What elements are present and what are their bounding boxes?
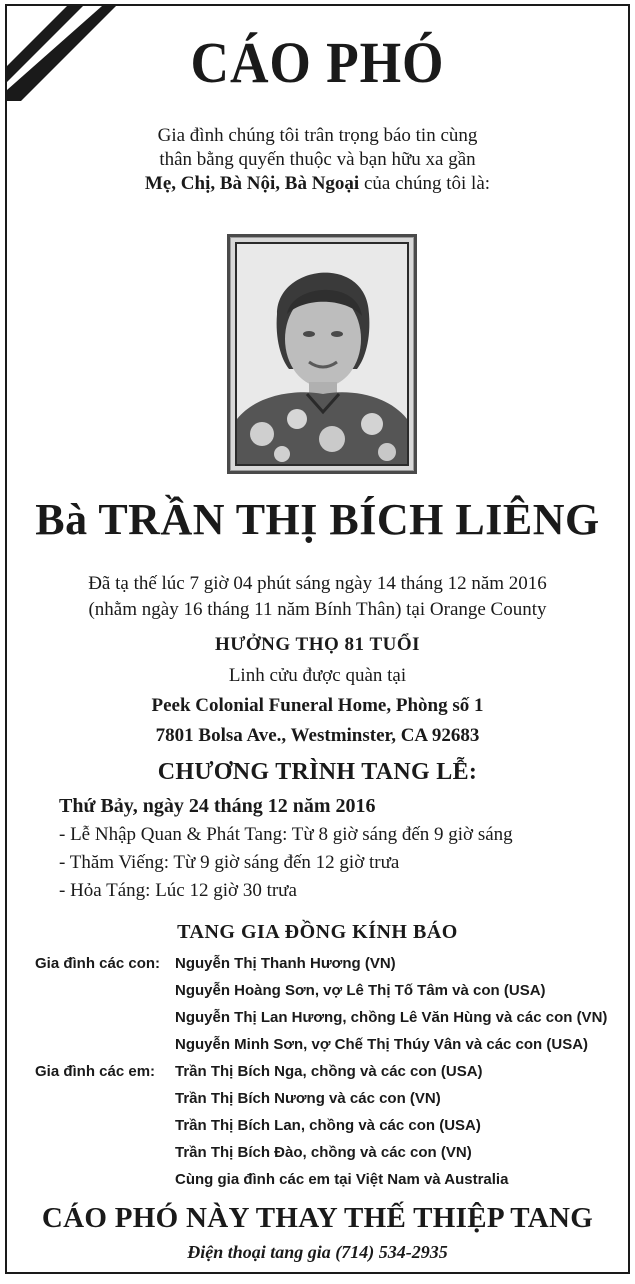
- list-item: [7, 1004, 628, 1031]
- program-date: Thứ Bảy, ngày 24 tháng 12 năm 2016: [59, 795, 376, 817]
- family-member: Trần Thị Bích Đào, chồng và các con (VN): [175, 1144, 472, 1161]
- list-item: - Thăm Viếng: Từ 9 giờ sáng đến 12 giờ trưa: [59, 852, 400, 873]
- program-list: [59, 821, 513, 905]
- list-item: [7, 1139, 628, 1166]
- list-item: [7, 1166, 628, 1193]
- portrait-photo: [235, 242, 409, 466]
- repose-details: [7, 661, 628, 751]
- family-member: Nguyễn Thị Lan Hương, chồng Lê Văn Hùng và các con (VN): [175, 1009, 608, 1026]
- family-member: Nguyễn Hoàng Sơn, vợ Lê Thị Tố Tâm và con (USA): [175, 982, 546, 999]
- family-member: Nguyễn Minh Sơn, vợ Chế Thị Thúy Vân và các con (USA): [175, 1036, 589, 1053]
- list-item: [7, 950, 628, 977]
- intro-line-3-rest: của chúng tôi là:: [359, 173, 491, 194]
- family-member: Trần Thị Bích Lan, chồng và các con (USA): [175, 1117, 481, 1134]
- family-title: TANG GIA ĐỒNG KÍNH BÁO: [177, 921, 458, 943]
- intro-text: [7, 124, 628, 196]
- portrait-frame: [227, 234, 417, 474]
- intro-line-1: Gia đình chúng tôi trân trọng báo tin cùng: [157, 125, 478, 146]
- family-member: Trần Thị Bích Nga, chồng và các con (USA): [175, 1063, 483, 1080]
- list-item: - Lễ Nhập Quan & Phát Tang: Từ 8 giờ sáng đến 9 giờ sáng: [59, 824, 513, 845]
- list-item: [7, 977, 628, 1004]
- passing-line-1: Đã tạ thế lúc 7 giờ 04 phút sáng ngày 14 tháng 12 năm 2016: [88, 573, 547, 594]
- list-item: [7, 1031, 628, 1058]
- footer-phone: Điện thoại tang gia (714) 534-2935: [187, 1242, 448, 1262]
- list-item: [7, 1112, 628, 1139]
- family-member: Nguyễn Thị Thanh Hương (VN): [175, 955, 396, 972]
- passing-line-2: (nhằm ngày 16 tháng 11 năm Bính Thân) tại Orange County: [88, 599, 547, 620]
- family-list: [7, 950, 628, 1193]
- list-item: [7, 1058, 628, 1085]
- intro-line-2: thân bằng quyến thuộc và bạn hữu xa gần: [159, 149, 476, 170]
- repose-address: 7801 Bolsa Ave., Westminster, CA 92683: [155, 725, 480, 746]
- family-member: Trần Thị Bích Nương và các con (VN): [175, 1090, 441, 1107]
- deceased-name: Bà TRẦN THỊ BÍCH LIÊNG: [35, 495, 600, 544]
- obituary-page: [5, 4, 630, 1274]
- intro-line-3: [7, 172, 628, 196]
- passing-details: [7, 571, 628, 623]
- repose-line: Linh cửu được quàn tại: [228, 665, 407, 686]
- portrait-image: [237, 244, 407, 464]
- list-item: - Hỏa Táng: Lúc 12 giờ 30 trưa: [59, 880, 297, 901]
- age-line: HƯỞNG THỌ 81 TUỔI: [214, 634, 421, 655]
- list-item: [7, 1085, 628, 1112]
- children-label: Gia đình các con:: [35, 955, 161, 972]
- intro-relations: Mẹ, Chị, Bà Nội, Bà Ngoại: [144, 173, 360, 194]
- footer-title: CÁO PHÓ NÀY THAY THẾ THIỆP TANG: [41, 1202, 594, 1234]
- page-title: CÁO PHÓ: [190, 30, 445, 95]
- family-member: Cùng gia đình các em tại Việt Nam và Australia: [175, 1171, 509, 1188]
- siblings-label: Gia đình các em:: [35, 1063, 156, 1080]
- program-title: CHƯƠNG TRÌNH TANG LỄ:: [157, 759, 478, 785]
- repose-venue: Peek Colonial Funeral Home, Phòng số 1: [151, 695, 484, 716]
